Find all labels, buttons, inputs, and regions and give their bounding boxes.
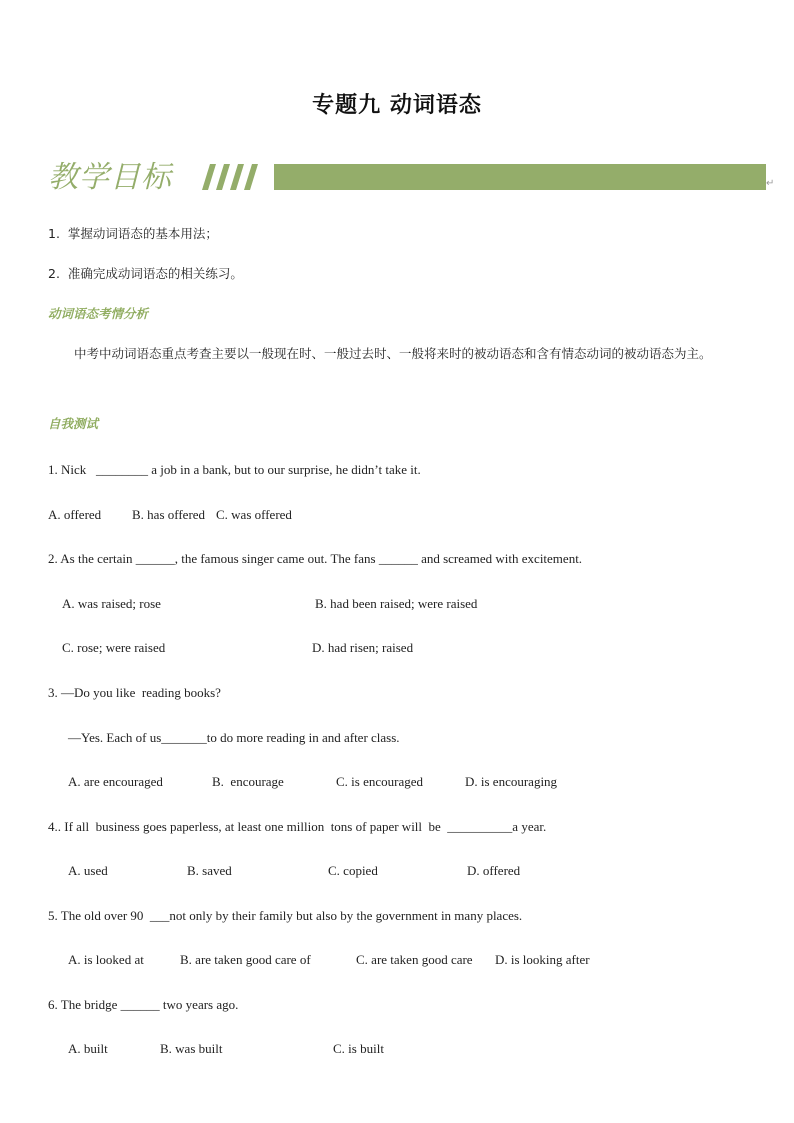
question-option: C. copied [328,863,378,878]
question-option: B. encourage [212,774,284,789]
question-option: A. is looked at [68,952,144,967]
question-stem: 2. As the certain ______, the famous singer came out. The fans ______ and screamed with excitement. [48,551,583,566]
question-option: D. is looking after [495,952,590,967]
question-option: A. built [68,1041,108,1056]
question-option: C. are taken good care [356,952,473,967]
question-stem: 1. Nick ________ a job in a bank, but to our surprise, he didn’t take it. [48,462,421,477]
section-heading-test: 自我测试 [48,416,99,431]
question-option: C. rose; were raised [62,640,166,655]
paragraph-return-icon: ↵ [766,178,775,189]
question-option: A. are encouraged [68,774,163,789]
objective-item: 2. 准确完成动词语态的相关练习。 [48,266,243,281]
question-option: A. used [68,863,108,878]
question-option: B. saved [187,863,232,878]
question-option: B. had been raised; were raised [315,596,478,611]
question-option: A. was raised; rose [62,596,161,611]
question-stem: 5. The old over 90 ___not only by their family but also by the government in many places. [48,908,523,923]
question-option: C. is built [333,1041,384,1056]
slash-decoration-icon [194,164,274,190]
question-option: B. was built [160,1041,223,1056]
section-heading-analysis: 动词语态考情分析 [48,306,149,321]
question-option: D. had risen; raised [312,640,414,655]
question-option: C. was offered [216,507,292,522]
section-banner [46,160,775,196]
question-option: B. are taken good care of [180,952,311,967]
question-option: D. is encouraging [465,774,558,789]
objective-item: 1. 掌握动词语态的基本用法； [48,226,218,241]
page-title: 专题九 动词语态 [312,93,482,118]
question-stem: 4.. If all business goes paperless, at least one million tons of paper will be __________a year. [48,819,547,834]
banner-bar [274,164,766,190]
question-option: C. is encouraged [336,774,424,789]
question-option: B. has offered [132,507,206,522]
question-stem-reply: —Yes. Each of us_______to do more reading in and after class. [68,730,400,745]
banner-label: 教学目标 [48,160,172,195]
question-option: A. offered [48,507,102,522]
question-stem: 6. The bridge ______ two years ago. [48,997,239,1012]
question-stem: 3. —Do you like reading books? [48,685,221,700]
analysis-paragraph: 中考中动词语态重点考查主要以一般现在时、一般过去时、一般将来时的被动语态和含有情态动词的被动语态为主。 [74,346,712,361]
question-option: D. offered [467,863,521,878]
